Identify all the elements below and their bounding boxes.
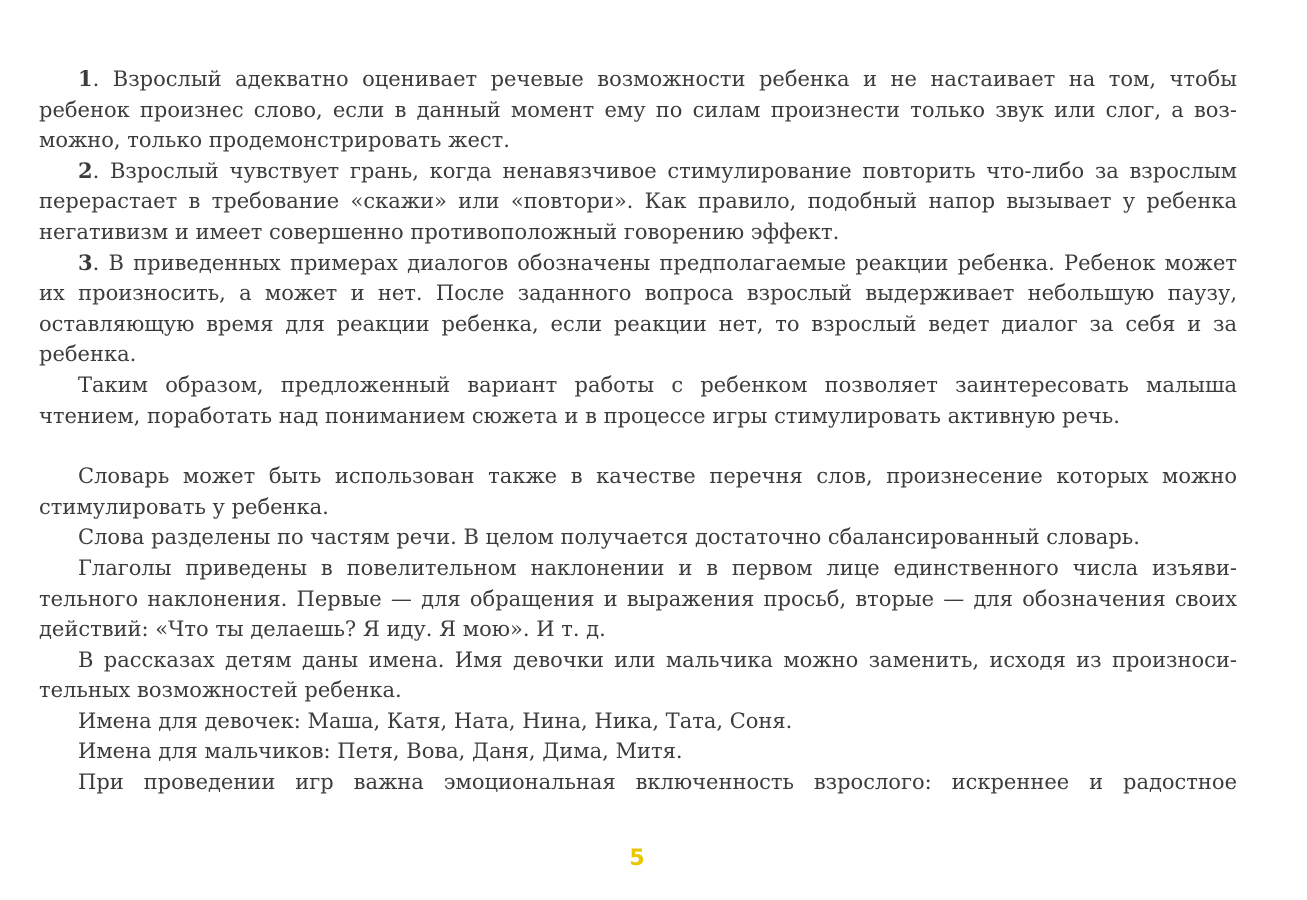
- rule-number-3: 3: [78, 249, 93, 275]
- paragraph-names: В рассказах детям даны имена. Имя девочки или мальчика можно заменить, исходя из произносительных возможностей ребенка.: [39, 647, 1237, 703]
- paragraph-rule-1: [39, 64, 1237, 156]
- paragraph-rule-2: [39, 156, 1237, 248]
- paragraph-girl-names: Имена для девочек: Маша, Катя, Ната, Нина, Ника, Тата, Соня.: [78, 708, 793, 733]
- paragraph-dictionary: Словарь может быть использован также в качестве перечня слов, произнесение которых можно стимулировать у ребенка.: [39, 464, 1237, 519]
- page-body: [39, 64, 1237, 798]
- section-gap: [39, 431, 1237, 461]
- rule-text-3: . В приведенных примерах диалогов обозначены предполагаемые реакции ребенка. Ребенок может их произносить, а может и нет. После заданного вопроса взрослый выдерживает небольшую паузу, оставляющую время для реакции ребенка, если реакции нет, то взрослый ведет диалог за себя и за ребенка.: [39, 250, 1237, 367]
- paragraph-rule-3: [39, 248, 1237, 370]
- paragraph-parts-of-speech: Слова разделены по частям речи. В целом получается достаточно сбалансированный словарь.: [78, 525, 1140, 550]
- paragraph-boy-names: Имена для мальчиков: Петя, Вова, Даня, Дима, Митя.: [78, 739, 683, 764]
- paragraph-verbs: Глаголы приведены в повелительном наклонении и в первом лице единственного числа изъявительного наклонения. Первые — для обращения и выражения просьб, вторые — для обозначения своих действий: «Что ты делаешь? Я иду. Я мою». И т. д.: [39, 555, 1237, 642]
- rule-number-2: 2: [78, 157, 93, 183]
- paragraph-conclusion: Таким образом, предложенный вариант работы с ребенком позволяет заинтересовать малыша чтением, поработать над пониманием сюжета и в процессе игры стимулировать активную речь.: [39, 372, 1237, 428]
- page-number: 5: [629, 846, 645, 871]
- paragraph-games: При проведении игр важна эмоциональная включенность взрослого: искреннее и радостное: [78, 770, 1237, 795]
- rule-number-1: 1: [78, 66, 93, 91]
- rule-text-1: . Взрослый адекватно оценивает речевые возможности ребенка и не настаивает на том, чтобы ребенок произнес слово, если в данный момент ему по силам произнести только звук или слог, а возможно, только продемонстрировать жест.: [39, 67, 1237, 153]
- rule-text-2: . Взрослый чувствует грань, когда ненавязчивое стимулирование повторить что-либо за взрослым перерастает в требование «скажи» или «повтори». Как правило, подобный напор вызывает у ребенка негативизм и имеет совершенно противоположный говорению эффект.: [39, 158, 1237, 244]
